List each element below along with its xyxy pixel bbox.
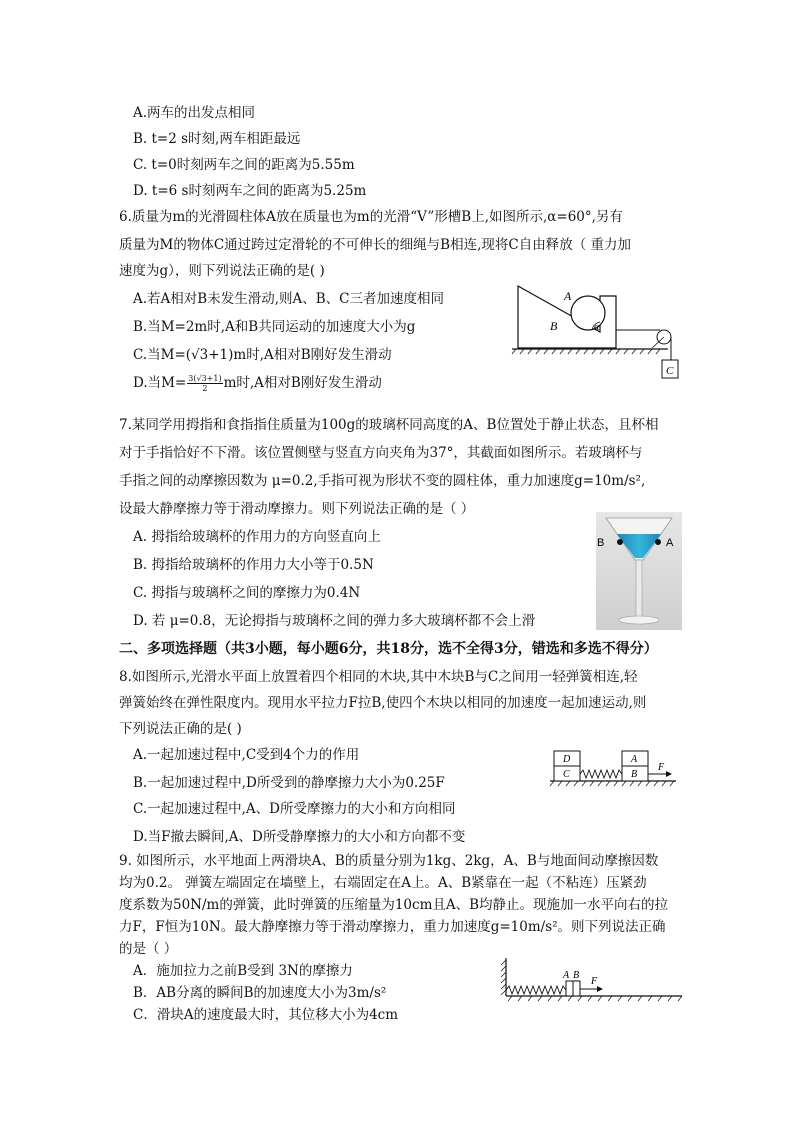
q6-stem-line-2: 质量为M的物体C通过跨过定滑轮的不可伸长的细绳与B相连,现将C自由释放（ 重力加	[119, 237, 631, 253]
q9-option-c: C．滑块A的速度最大时，其位移大小为4cm	[133, 1007, 399, 1023]
q9-stem-line-3: 度系数为50N/m的弹簧，此时弹簧的压缩量为10cm且A、B均静止。现施加一水平向右的拉	[119, 897, 669, 913]
ground-hatching	[550, 781, 674, 786]
q7-stem-line-4: 设最大静摩擦力等于滑动摩擦力。则下列说法正确的是（ ）	[119, 501, 475, 517]
q8-option-a: A.一起加速过程中,C受到4个力的作用	[133, 747, 360, 763]
ground-hatching	[508, 996, 682, 1001]
q6-fraction-numerator: 3(√3+1)	[188, 374, 222, 383]
q6-option-d	[133, 374, 382, 393]
q5-option-c: C. t=0时刻两车之间的距离为5.55m	[133, 157, 355, 173]
q5-option-b: B. t=2 s时刻,两车相距最远	[133, 131, 301, 147]
q7-label-b: B	[597, 537, 605, 549]
ground-hatching	[512, 349, 660, 354]
q6-option-d-suffix: m时,A相对B刚好发生滑动	[223, 375, 382, 391]
spring-icon	[580, 770, 622, 778]
wall-hatching	[501, 960, 506, 995]
q7-option-a: A. 拇指给玻璃杯的作用力的方向竖直向上	[133, 529, 381, 545]
block-a	[566, 981, 573, 996]
glass-base	[619, 616, 659, 624]
q6-label-a: A	[564, 289, 572, 303]
q7-option-d: D. 若 μ=0.8，无论拇指与玻璃杯之间的弹力多大玻璃杯都不会上滑	[133, 613, 536, 629]
section-2-heading: 二、多项选择题（共3小题，每小题6分，共18分，选不全得3分，错选和多选不得分）	[119, 641, 658, 657]
q6-option-b: B.当M=2m时,A和B共同运动的加速度大小为g	[133, 319, 416, 335]
q6-label-alpha: α	[594, 322, 600, 333]
q8-stem-line-3: 下列说法正确的是( )	[119, 721, 242, 737]
finger-point-b	[617, 539, 623, 545]
q6-stem-line-1: 6.质量为m的光滑圆柱体A放在质量也为m的光滑“V”形槽B上,如图所示,α=60°,另有	[119, 209, 623, 225]
q9-label-f: F	[591, 976, 598, 987]
q8-label-f: F	[658, 762, 665, 773]
q9-label-a: A	[563, 970, 570, 981]
cylinder-a	[571, 296, 605, 330]
q8-label-d: D	[563, 754, 571, 765]
finger-point-a	[655, 539, 661, 545]
q8-stem-line-2: 弹簧始终在弹性限度内。现用水平拉力F拉B,使四个木块以相同的加速度一起加速运动,则	[119, 695, 647, 711]
q9-option-a: A．施加拉力之前B受到 3N的摩擦力	[133, 963, 353, 979]
q6-label-c: C	[666, 365, 674, 377]
q8-label-a: A	[631, 754, 638, 765]
q6-option-d-fraction	[187, 374, 222, 393]
q8-option-d: D.当F撤去瞬间,A、D所受静摩擦力的大小和方向都不变	[133, 829, 466, 845]
force-arrow-head	[597, 986, 603, 992]
glass-stem	[636, 560, 642, 618]
q8-label-c: C	[563, 769, 570, 780]
q6-fraction-denominator: 2	[202, 384, 208, 393]
q8-stem-line-1: 8.如图所示,光滑水平面上放置着四个相同的木块,其中木块B与C之间用一轻弹簧相连,轻	[119, 669, 638, 685]
q7-figure-glass	[596, 512, 682, 630]
q7-stem-line-1: 7.某同学用拇指和食指指住质量为100g的玻璃杯同高度的A、B位置处于静止状态，且杯相	[119, 417, 659, 433]
q7-option-b: B. 拇指给玻璃杯的作用力大小等于0.5N	[133, 557, 374, 573]
q9-stem-line-4: 力F，F恒为10N。最大静摩擦力等于滑动摩擦力，重力加速度g=10m/s²。则下列说法正确	[119, 919, 666, 935]
q9-stem-line-1: 9. 如图所示，水平地面上两滑块A、B的质量分别为1kg、2kg，A、B与地面间动摩擦因数	[119, 853, 659, 869]
q8-option-c: C.一起加速过程中,A、D所受摩擦力的大小和方向相同	[133, 801, 456, 817]
q5-option-a: A.两车的出发点相同	[133, 105, 256, 121]
q7-label-a: A	[666, 537, 674, 549]
q8-label-b: B	[631, 769, 638, 780]
q9-figure	[496, 956, 686, 1006]
q7-option-c: C. 拇指与玻璃杯之间的摩擦力为0.4N	[133, 585, 361, 601]
q9-stem-line-5: 的是（ ）	[119, 941, 178, 957]
q9-stem-line-2: 均为0.2。 弹簧左端固定在墙壁上，右端固定在A上。A、B紧靠在一起（不粘连）压紧劲	[119, 875, 647, 891]
q7-stem-line-3: 手指之间的动摩擦因数为 μ=0.2,手指可视为形状不变的圆柱体，重力加速度g=10m/s²,	[119, 473, 646, 489]
q6-label-b: B	[550, 319, 558, 333]
q9-option-b: B．AB分离的瞬间B的加速度大小为3m/s²	[133, 985, 387, 1001]
q6-option-c: C.当M=(√3+1)m时,A相对B刚好发生滑动	[133, 347, 392, 363]
spring-icon	[506, 986, 566, 994]
q6-figure	[508, 282, 680, 382]
q8-figure	[548, 748, 678, 790]
q6-option-a: A.若A相对B未发生滑动,则A、B、C三者加速度相同	[133, 291, 445, 307]
force-arrow-head	[666, 771, 672, 777]
q8-option-b: B.一起加速过程中,D所受到的静摩擦力大小为0.25F	[133, 775, 445, 791]
q7-stem-line-2: 对于手指恰好不下滑。该位置侧壁与竖直方向夹角为37°，其截面如图所示。若玻璃杯与	[119, 445, 643, 461]
q6-option-d-prefix: D.当M=	[133, 375, 187, 391]
q5-option-d: D. t=6 s时刻两车之间的距离为5.25m	[133, 183, 367, 199]
q6-stem-line-3: 速度为g），则下列说法正确的是( )	[119, 263, 325, 279]
q9-label-b: B	[573, 970, 580, 981]
block-b	[573, 981, 580, 996]
